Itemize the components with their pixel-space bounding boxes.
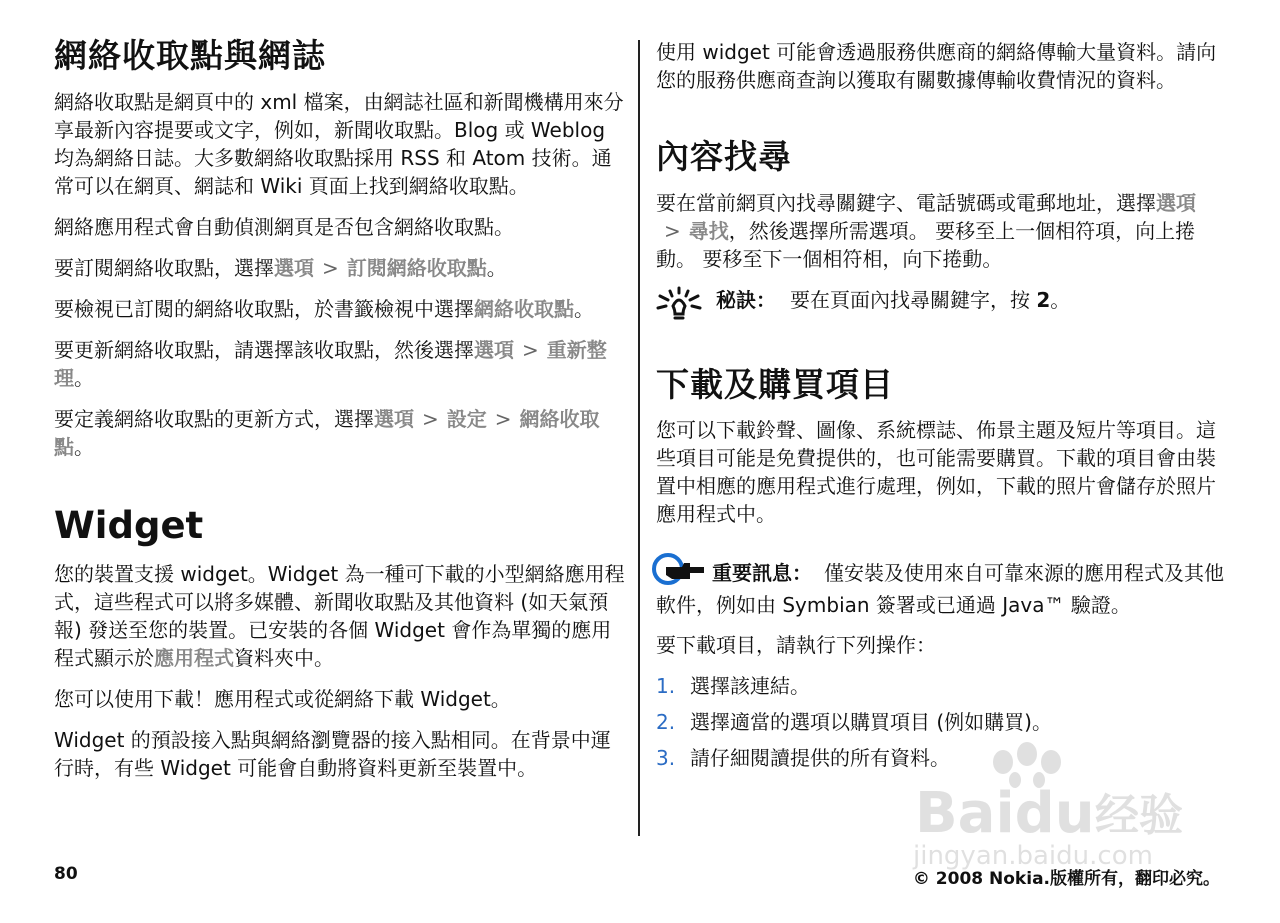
text: 要在頁面內找尋關鍵字，按 <box>790 287 1037 312</box>
menu-settings: 設定 <box>446 406 487 431</box>
menu-subscribe: 訂閱網絡收取點 <box>346 255 487 280</box>
step-number: 3. <box>656 746 676 771</box>
step-number: 2. <box>656 710 676 735</box>
text: 要定義網絡收取點的更新方式，選擇 <box>54 406 374 431</box>
rss-settings-paragraph <box>54 405 626 461</box>
menu-web-feeds: 網絡收取點 <box>54 406 600 459</box>
section-gap <box>656 335 1226 365</box>
right-column <box>656 38 1226 780</box>
notice-label: 重要訊息： <box>712 561 812 586</box>
menu-option: 選項 <box>274 255 314 280</box>
menu-separator: > <box>322 255 339 280</box>
text: 。 <box>74 365 94 390</box>
text: 。 <box>1050 287 1071 312</box>
copyright: © 2008 Nokia.版權所有，翻印必究。 <box>912 869 1220 889</box>
step-text: 請仔細閱讀提供的所有資料。 <box>690 746 950 771</box>
text: 。 <box>74 434 94 459</box>
menu-applications: 應用程式 <box>154 645 234 670</box>
text: 要在當前網頁內找尋關鍵字、電話號碼或電郵地址，選擇 <box>656 190 1156 215</box>
step-number: 1. <box>656 674 676 699</box>
text: 您的裝置支援 widget。Widget 為一種可下載的小型網絡應用程式，這些程式可以將多媒體、新聞收取點及其他資料 (如天氣預報) 發送至您的裝置。已安裝的各個 Widget 會作為單獨的應用程式顯示於 <box>54 561 625 670</box>
menu-web-feeds: 網絡收取點 <box>474 296 574 321</box>
menu-refresh: 重新整理 <box>54 337 607 390</box>
widget-paragraph-2: 您可以使用下載！應用程式或從網絡下載 Widget。 <box>54 686 511 711</box>
section-gap <box>54 474 626 504</box>
spacer <box>656 541 1226 557</box>
pointing-hand-icon <box>652 553 712 593</box>
widget-continued-paragraph: 使用 widget 可能會透過服務供應商的網絡傳輸大量資料。請向您的服務供應商查詢以獲取有關數據傳輸收費情況的資料。 <box>656 40 1217 92</box>
step-item <box>656 708 1226 736</box>
text: 要檢視已訂閱的網絡收取點，於書籤檢視中選擇 <box>54 296 474 321</box>
rss-paragraph-1: 網絡收取點是網頁中的 xml 檔案，由網誌社區和新聞機構用來分享最新內容提要或文字，例如，新聞收取點。Blog 或 Weblog 均為網絡日誌。大多數網絡收取點採用 RSS 和 Atom 技術。通常可以在網頁、網誌和 Wiki 頁面上找到網絡收取點。 <box>54 89 624 198</box>
rss-subscribe-paragraph <box>54 254 626 282</box>
download-title: 下載及購買項目 <box>656 364 894 404</box>
widget-title: Widget <box>54 503 204 547</box>
section-gap <box>656 107 1226 137</box>
step-item <box>656 744 1226 772</box>
text: 僅安裝及使用來自可靠來源的應用程式及其他軟件，例如由 Symbian 簽署或已通過 Java™ 驗證。 <box>656 561 1224 618</box>
text: 要訂閱網絡收取點，選擇 <box>54 255 274 280</box>
text: 資料夾中。 <box>234 645 334 670</box>
download-steps <box>656 672 1226 772</box>
rss-refresh-paragraph <box>54 336 626 392</box>
menu-find: 尋找 <box>688 218 729 243</box>
text: 。 <box>486 255 507 280</box>
find-title: 內容找尋 <box>656 137 792 176</box>
key-2: 2 <box>1036 287 1051 312</box>
rss-view-paragraph <box>54 295 626 323</box>
step-item <box>656 672 1226 700</box>
menu-separator: > <box>422 406 439 431</box>
page-number: 80 <box>54 864 78 884</box>
watermark-url: jingyan.baidu.com <box>913 841 1153 870</box>
download-intro: 要下載項目，請執行下列操作： <box>656 633 936 658</box>
important-notice <box>656 557 1226 621</box>
text: ，然後選擇所需選項。 要移至上一個相符項，向上捲動。 要移至下一個相符相，向下捲動。 <box>656 218 1196 271</box>
rss-paragraph-2: 網絡應用程式會自動偵測網頁是否包含網絡收取點。 <box>54 214 514 239</box>
tip-text <box>716 286 1070 314</box>
rss-title: 網絡收取點與網誌 <box>54 36 326 75</box>
widget-paragraph-3: Widget 的預設接入點與網絡瀏覽器的接入點相同。在背景中運行時，有些 Widget 可能會自動將資料更新至裝置中。 <box>54 727 611 780</box>
menu-separator: > <box>664 218 681 243</box>
find-paragraph <box>656 189 1226 273</box>
left-column <box>54 36 626 795</box>
text: 要更新網絡收取點，請選擇該收取點，然後選擇 <box>54 337 474 362</box>
tip-box <box>656 286 1226 322</box>
step-text: 選擇該連結。 <box>690 674 810 699</box>
lightbulb-icon <box>656 286 702 322</box>
widget-paragraph-1 <box>54 560 626 672</box>
menu-option: 選項 <box>374 406 414 431</box>
menu-separator: > <box>494 406 512 431</box>
watermark-brand-cn: 经验 <box>1095 790 1183 841</box>
menu-option: 選項 <box>474 337 514 362</box>
column-divider <box>638 40 640 836</box>
watermark-brand: Baidu <box>915 781 1095 846</box>
text: 。 <box>574 296 594 321</box>
menu-separator: > <box>522 337 539 362</box>
notice-text <box>656 557 1226 621</box>
step-text: 選擇適當的選項以購買項目 (例如購買)。 <box>690 710 1052 735</box>
tip-label: 秘訣： <box>716 287 776 312</box>
download-paragraph-1: 您可以下載鈴聲、圖像、系統標誌、佈景主題及短片等項目。這些項目可能是免費提供的，也可能需要購買。下載的項目會由裝置中相應的應用程式進行處理，例如，下載的照片會儲存於照片應用程式中。 <box>656 418 1216 527</box>
menu-option: 選項 <box>1156 190 1196 215</box>
